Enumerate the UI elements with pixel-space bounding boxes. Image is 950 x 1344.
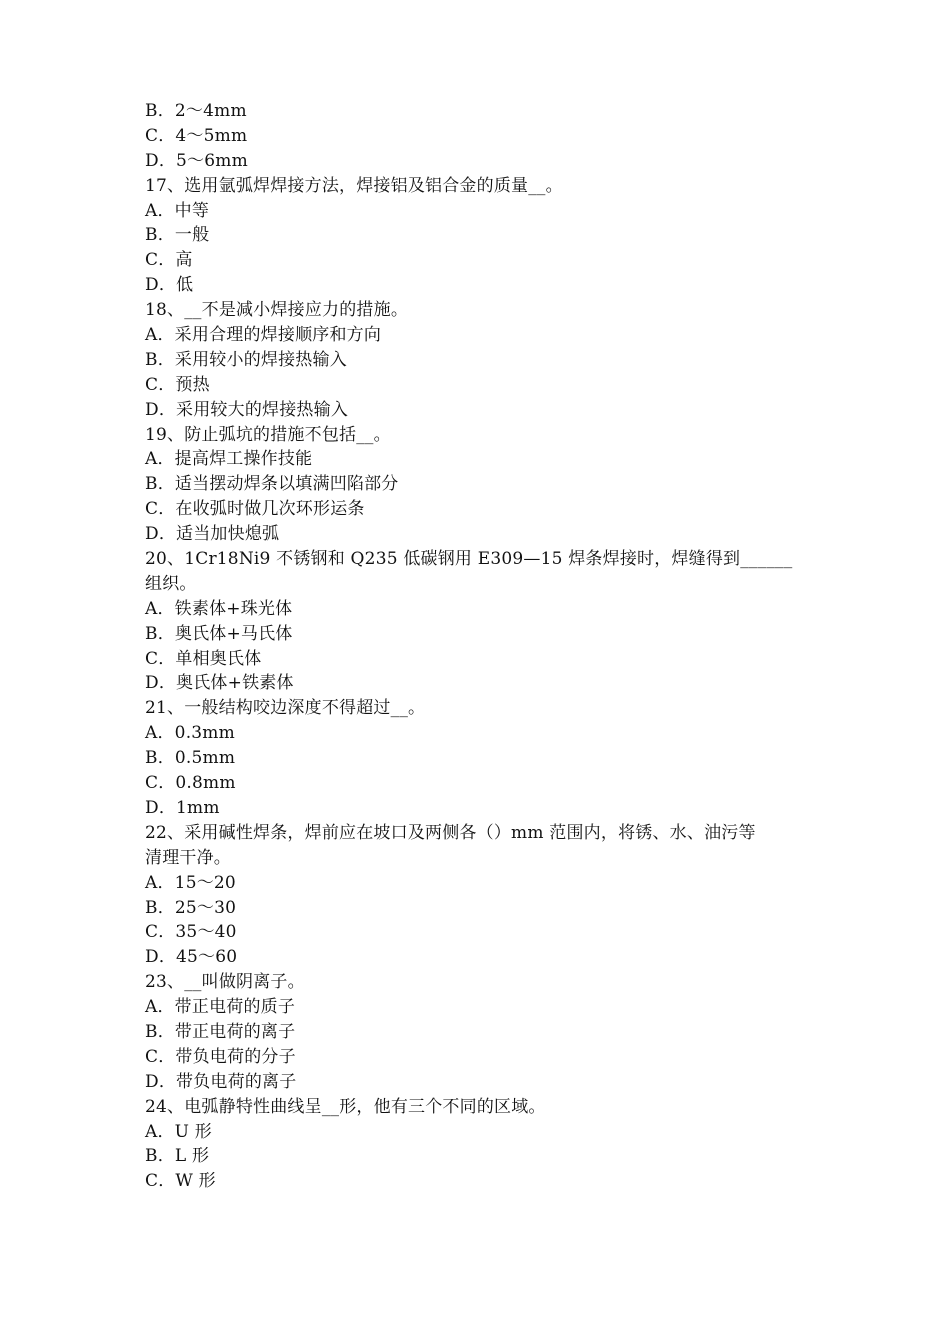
option-a: A．提高焊工操作技能 bbox=[145, 449, 313, 470]
option-d: D．适当加快熄弧 bbox=[145, 524, 280, 545]
option-b: B．奥氏体+马氏体 bbox=[145, 623, 293, 644]
option-d: D．5～6mm bbox=[145, 150, 248, 171]
option-b: B．适当摆动焊条以填满凹陷部分 bbox=[145, 474, 399, 495]
option-b: B．2～4mm bbox=[145, 101, 247, 121]
question-20-continued: 组织。 bbox=[145, 573, 197, 594]
option-a: A．铁素体+珠光体 bbox=[145, 598, 293, 619]
option-a: A．中等 bbox=[145, 200, 210, 221]
option-c: C．35～40 bbox=[145, 922, 237, 943]
document-page bbox=[145, 99, 810, 1194]
option-c: C．W 形 bbox=[145, 1171, 216, 1192]
option-b: B．采用较小的焊接热输入 bbox=[145, 349, 347, 370]
option-d: D．低 bbox=[145, 275, 194, 296]
option-a: A．带正电荷的质子 bbox=[145, 997, 296, 1018]
option-a: A．15～20 bbox=[145, 872, 236, 893]
option-b: B．带正电荷的离子 bbox=[145, 1021, 296, 1042]
option-d: D．45～60 bbox=[145, 947, 238, 968]
question-19: 19、防止弧坑的措施不包括__。 bbox=[145, 424, 391, 445]
question-21: 21、一般结构咬边深度不得超过__。 bbox=[145, 698, 426, 719]
option-d: D．采用较大的焊接热输入 bbox=[145, 399, 349, 420]
option-a: A．U 形 bbox=[145, 1121, 213, 1142]
question-22-continued: 清理干净。 bbox=[145, 847, 231, 868]
option-c: C．0.8mm bbox=[145, 773, 236, 794]
question-22: 22、采用碱性焊条，焊前应在坡口及两侧各（）mm 范围内，将锈、水、油污等 bbox=[145, 822, 756, 843]
question-18: 18、__不是减小焊接应力的措施。 bbox=[145, 300, 409, 321]
option-b: B．0.5mm bbox=[145, 748, 236, 769]
option-c: C．单相奥氏体 bbox=[145, 648, 262, 669]
option-a: A．采用合理的焊接顺序和方向 bbox=[145, 325, 382, 346]
question-23: 23、__叫做阴离子。 bbox=[145, 972, 305, 993]
question-20: 20、1Cr18Ni9 不锈钢和 Q235 低碳钢用 E309—15 焊条焊接时，焊缝得到______ bbox=[145, 549, 793, 570]
option-c: C．在收弧时做几次环形运条 bbox=[145, 499, 365, 520]
option-d: D．带负电荷的离子 bbox=[145, 1071, 297, 1092]
option-d: D．1mm bbox=[145, 797, 220, 818]
question-24: 24、电弧静特性曲线呈__形，他有三个不同的区域。 bbox=[145, 1096, 546, 1117]
option-c: C．带负电荷的分子 bbox=[145, 1046, 296, 1067]
option-c: C．高 bbox=[145, 250, 193, 271]
question-17: 17、选用氩弧焊焊接方法，焊接铝及铝合金的质量__。 bbox=[145, 175, 563, 196]
option-c: C．预热 bbox=[145, 374, 210, 395]
option-b: B．25～30 bbox=[145, 897, 237, 918]
option-d: D．奥氏体+铁素体 bbox=[145, 673, 294, 694]
option-c: C．4～5mm bbox=[145, 125, 248, 146]
option-a: A．0.3mm bbox=[145, 723, 235, 744]
option-b: B．一般 bbox=[145, 225, 210, 246]
option-b: B．L 形 bbox=[145, 1146, 210, 1167]
